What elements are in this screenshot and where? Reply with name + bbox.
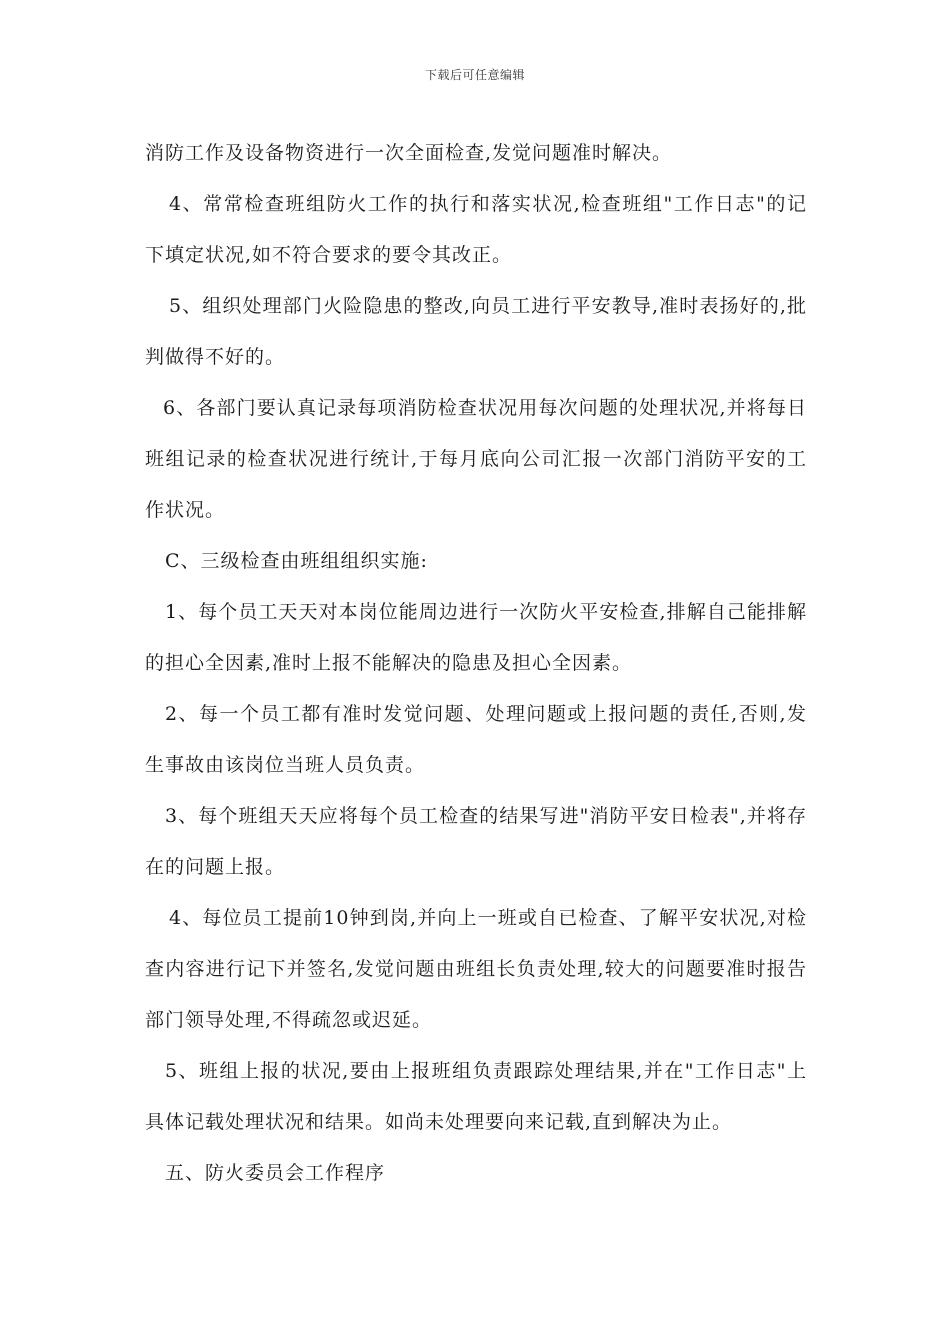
section-heading-c: C、三级检查由班组组织实施: bbox=[165, 550, 428, 572]
paragraph-item-5: 5、组织处理部门火险隐患的整改,向员工进行平安教导,准时表扬好的,批判做得不好的。 bbox=[145, 295, 807, 368]
paragraph-c-item-1: 1、每个员工天天对本岗位能周边进行一次防火平安检查,排解自己能排解的担心全因素,准时上报不能解决的隐患及担心全因素。 bbox=[145, 601, 807, 674]
paragraph-c-item-3: 3、每个班组天天应将每个员工检查的结果写进"消防平安日检表",并将存在的问题上报。 bbox=[145, 805, 807, 878]
paragraph-c-item-5: 5、班组上报的状况,要由上报班组负责跟踪处理结果,并在"工作日志"上具体记载处理状况和结果。如尚未处理要向来记载,直到解决为止。 bbox=[145, 1060, 807, 1133]
paragraph-item-6: 6、各部门要认真记录每项消防检查状况用每次问题的处理状况,并将每日班组记录的检查状况进行统计,于每月底向公司汇报一次部门消防平安的工作状况。 bbox=[145, 397, 807, 521]
paragraph-continuation: 消防工作及设备物资进行一次全面检查,发觉问题准时解决。 bbox=[145, 142, 673, 164]
section-heading-five: 五、防火委员会工作程序 bbox=[165, 1162, 386, 1184]
paragraph-c-item-2: 2、每一个员工都有准时发觉问题、处理问题或上报问题的责任,否则,发生事故由该岗位当班人员负责。 bbox=[145, 703, 807, 776]
page-header: 下载后可任意编辑 bbox=[424, 68, 525, 82]
paragraph-item-4: 4、常常检查班组防火工作的执行和落实状况,检查班组"工作日志"的记下填定状况,如不符合要求的要令其改正。 bbox=[145, 193, 807, 266]
document-body bbox=[145, 128, 807, 1199]
paragraph-c-item-4: 4、每位员工提前10钟到岗,并向上一班或自已检查、了解平安状况,对检查内容进行记下并签名,发觉问题由班组长负责处理,较大的问题要准时报告部门领导处理,不得疏忽或迟延。 bbox=[145, 907, 807, 1031]
